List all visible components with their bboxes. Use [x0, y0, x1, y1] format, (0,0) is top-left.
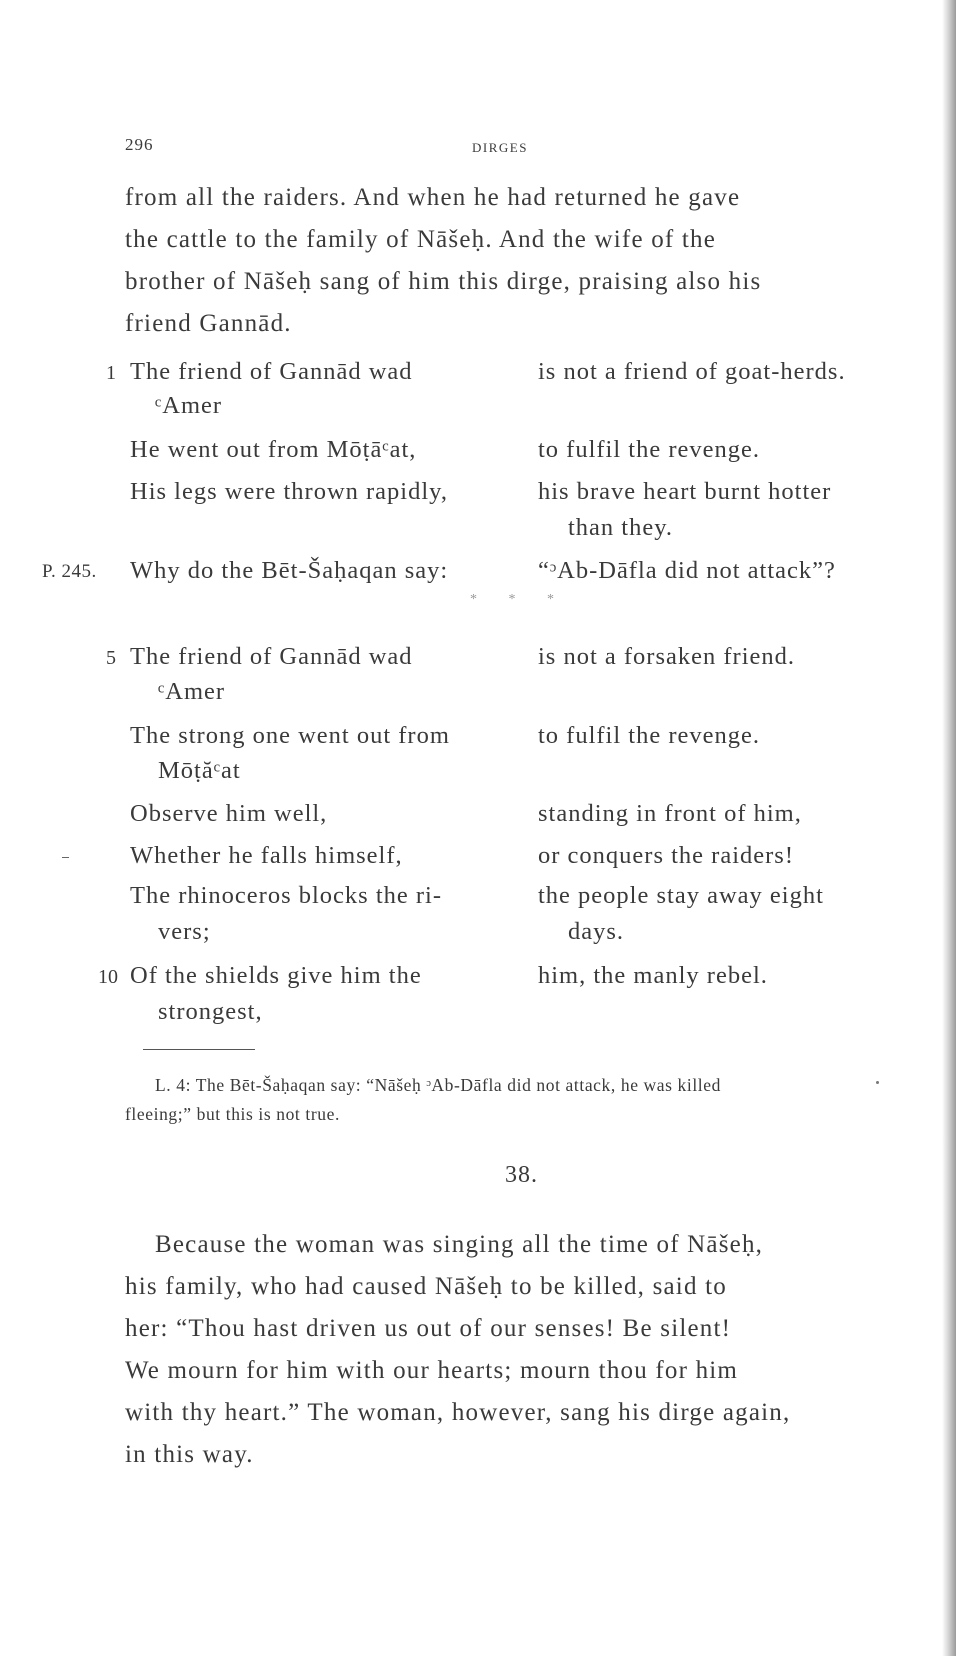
verse-left-cont: Mōṭăᶜat	[158, 757, 241, 784]
margin-mark	[62, 857, 69, 858]
verse-right: standing in front of him,	[538, 800, 802, 827]
stanza-separator: * * *	[470, 592, 568, 607]
verse-left: He went out from Mōṭāᶜat,	[130, 436, 417, 463]
verse-number: 10	[98, 966, 118, 988]
verse-left: Whether he falls himself,	[130, 842, 403, 869]
verse-right: to fulfil the revenge.	[538, 436, 761, 463]
closing-line: his family, who had caused Nāšeḥ to be killed, said to	[125, 1273, 727, 1300]
verse-left: The friend of Gannād wad	[130, 643, 413, 670]
verse-left-cont: ᶜAmer	[158, 678, 226, 705]
verse-left: The friend of Gannād wad	[130, 358, 413, 385]
page-edge-shadow	[942, 0, 956, 1656]
verse-left: Observe him well,	[130, 800, 328, 827]
footnote-rule	[143, 1049, 255, 1050]
verse-left-cont: strongest,	[158, 998, 263, 1025]
footnote-line: fleeing;” but this is not true.	[125, 1104, 340, 1124]
intro-line: from all the raiders. And when he had returned he gave	[125, 184, 741, 211]
page-number: 296	[125, 135, 154, 154]
closing-line: in this way.	[125, 1441, 254, 1468]
verse-right: to fulfil the revenge.	[538, 722, 761, 749]
verse-number: 5	[106, 647, 116, 669]
stray-mark	[876, 1081, 879, 1084]
closing-line: her: “Thou hast driven us out of our senses! Be silent!	[125, 1315, 732, 1342]
verse-right: his brave heart burnt hotter	[538, 478, 832, 505]
footnote-line: L. 4: The Bēt-Šaḥaqan say: “Nāšeḥ ᵓAb-Dāfla did not attack, he was killed	[155, 1075, 721, 1095]
verse-right: “ᵓAb-Dāfla did not attack”?	[538, 557, 836, 584]
verse-number: 1	[106, 362, 116, 384]
verse-right: is not a forsaken friend.	[538, 643, 795, 670]
verse-right: him, the manly rebel.	[538, 962, 768, 989]
verse-left: The strong one went out from	[130, 722, 450, 749]
verse-left-cont: vers;	[158, 918, 211, 945]
closing-line: with thy heart.” The woman, however, sang his dirge again,	[125, 1399, 791, 1426]
intro-line: brother of Nāšeḥ sang of him this dirge, praising also his	[125, 268, 762, 295]
running-title: DIRGES	[472, 140, 528, 155]
intro-line: friend Gannād.	[125, 310, 292, 337]
verse-right: or conquers the raiders!	[538, 842, 794, 869]
verse-left: The rhinoceros blocks the ri-	[130, 882, 443, 909]
verse-left-cont: ᶜAmer	[155, 392, 223, 419]
side-reference: P. 245.	[42, 561, 97, 582]
verse-right: the people stay away eight	[538, 882, 824, 909]
verse-right-cont: than they.	[568, 514, 674, 541]
verse-left: His legs were thrown rapidly,	[130, 478, 448, 505]
intro-line: the cattle to the family of Nāšeḥ. And the wife of the	[125, 226, 717, 253]
verse-left: Why do the Bēt-Šaḥaqan say:	[130, 557, 449, 584]
closing-line: Because the woman was singing all the time of Nāšeḥ,	[155, 1231, 764, 1258]
verse-left: Of the shields give him the	[130, 962, 422, 989]
section-number: 38.	[505, 1162, 538, 1188]
verse-right-cont: days.	[568, 918, 625, 945]
verse-right: is not a friend of goat-herds.	[538, 358, 846, 385]
closing-line: We mourn for him with our hearts; mourn thou for him	[125, 1357, 739, 1384]
